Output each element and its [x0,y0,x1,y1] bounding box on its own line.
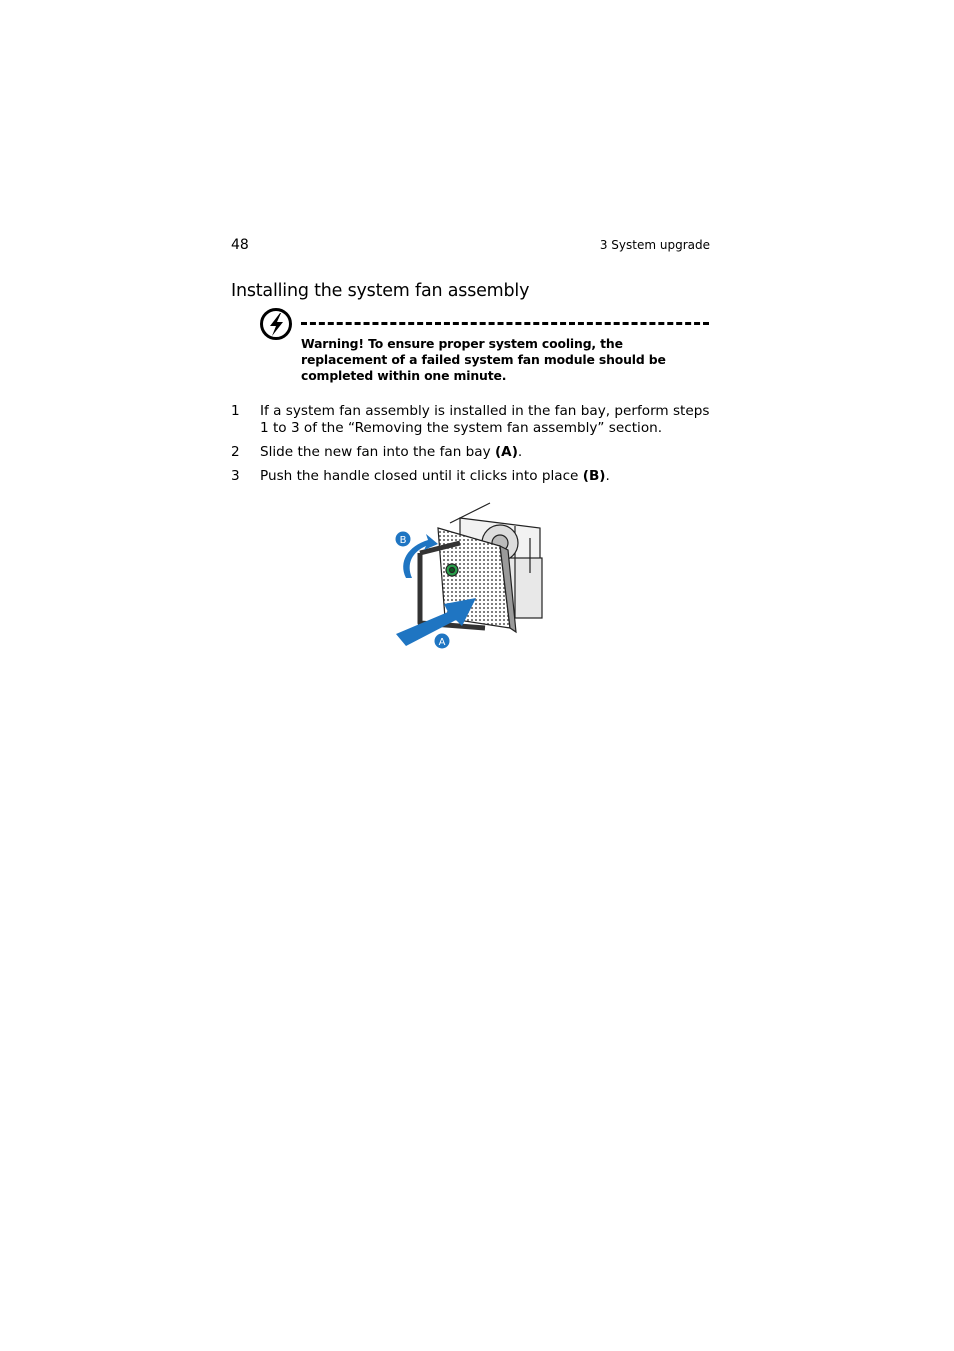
callout-b-label: B [399,535,407,546]
warning-lightning-icon [259,307,293,341]
step-text: Slide the new fan into the fan bay [260,444,495,460]
fan-installation-illustration [390,498,555,653]
running-header: 3 System upgrade [599,238,710,252]
step-list [231,403,721,492]
list-item [231,403,721,437]
list-item [231,444,721,461]
step-end: . [517,444,523,460]
step-text: If a system fan assembly is installed in the fan bay, perform steps 1 to 3 of the “Removing the system fan assembly” section. [260,403,710,436]
step-end: . [605,468,610,484]
step-reference: (A) [494,444,518,460]
warning-divider [301,322,709,325]
step-number: 1 [231,403,240,419]
section-title: Installing the system fan assembly [231,281,530,301]
step-number: 3 [231,468,240,484]
callout-a [435,634,450,649]
step-reference: (B) [582,468,606,484]
step-number: 2 [231,444,240,460]
warning-text: Warning! To ensure proper system cooling, the replacement of a failed system fan module should be completed within one minute. [301,336,666,383]
page-number: 48 [231,237,249,253]
list-item [231,468,721,485]
callout-a-label: A [438,637,446,648]
callout-b [396,532,411,547]
step-text: Push the handle closed until it clicks into place [260,468,583,484]
